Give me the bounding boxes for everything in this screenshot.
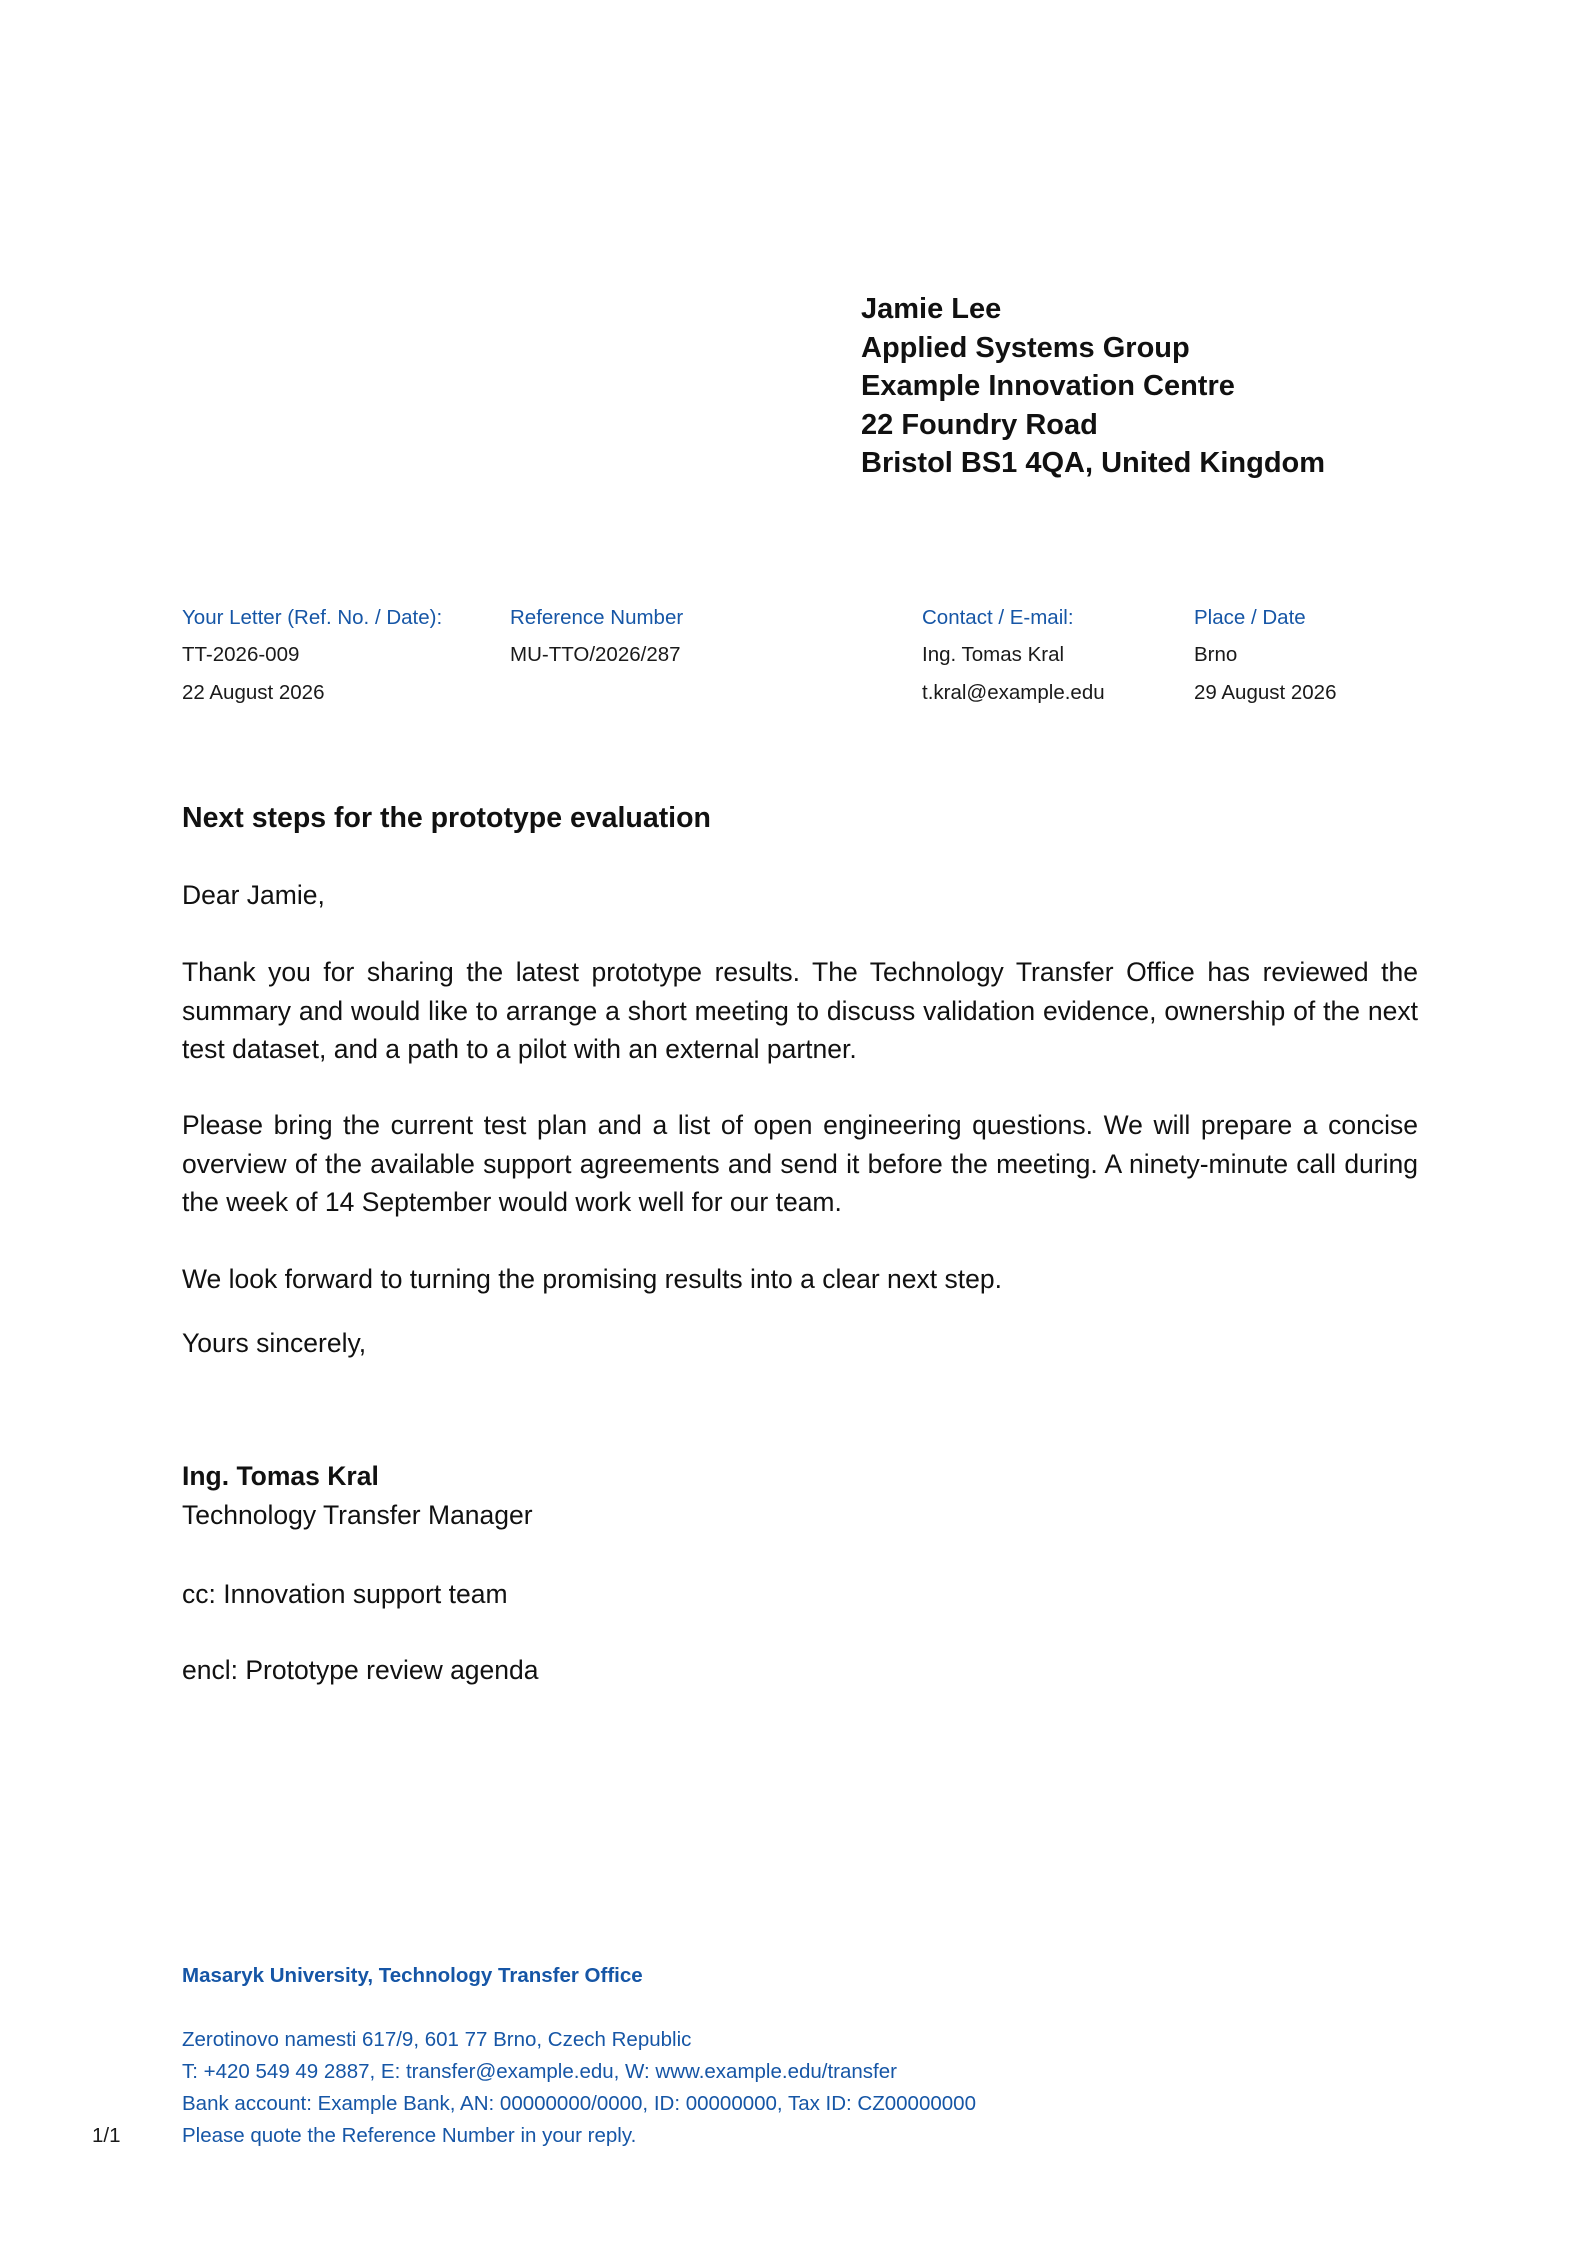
- signature-block: [182, 1457, 533, 1534]
- footer-reference-note: Please quote the Reference Number in your reply.: [182, 2124, 637, 2147]
- letter-subject: Next steps for the prototype evaluation: [182, 802, 711, 834]
- salutation: Dear Jamie,: [182, 880, 325, 910]
- footer-contacts: T: +420 549 49 2887, E: transfer@example.edu, W: www.example.edu/transfer: [182, 2060, 897, 2083]
- contact-name: Ing. Tomas Kral: [922, 643, 1065, 666]
- recipient-street: 22 Foundry Road: [861, 408, 1098, 441]
- your-letter-column: [182, 599, 442, 711]
- enclosure-line: encl: Prototype review agenda: [182, 1655, 539, 1685]
- your-letter-ref: TT-2026-009: [182, 643, 300, 666]
- date-value: 29 August 2026: [1194, 680, 1337, 704]
- body-paragraph: Thank you for sharing the latest prototype results. The Technology Transfer Office has reviewed the summary and would like to arrange a short meeting to discuss validation evidence, ownership of the next test dataset, and a path to a pilot with an external partner.: [182, 957, 1418, 1064]
- closing: Yours sincerely,: [182, 1328, 367, 1358]
- body-paragraph: We look forward to turning the promising results into a clear next step.: [182, 1264, 1002, 1294]
- signature-name: Ing. Tomas Kral: [182, 1461, 379, 1491]
- recipient-name: Jamie Lee: [861, 293, 1002, 325]
- footer-organization: Masaryk University, Technology Transfer Office: [182, 1964, 643, 1987]
- recipient-city: Bristol BS1 4QA, United Kingdom: [861, 447, 1326, 479]
- place-date-column: [1194, 599, 1337, 711]
- contact-label: Contact / E-mail:: [922, 606, 1074, 629]
- footer-address: Zerotinovo namesti 617/9, 601 77 Brno, Czech Republic: [182, 2028, 692, 2051]
- place-date-label: Place / Date: [1194, 606, 1306, 629]
- your-letter-label: Your Letter (Ref. No. / Date):: [182, 606, 443, 629]
- reference-number-label: Reference Number: [510, 606, 684, 629]
- signature-title: Technology Transfer Manager: [182, 1499, 533, 1530]
- contact-column: [922, 599, 1105, 711]
- reference-number-value: MU-TTO/2026/287: [510, 643, 681, 666]
- contact-email: t.kral@example.edu: [922, 680, 1105, 704]
- place-value: Brno: [1194, 643, 1238, 666]
- recipient-address: [861, 290, 1481, 483]
- page-number: 1/1: [92, 2124, 121, 2147]
- footer-bank-details: Bank account: Example Bank, AN: 00000000/0000, ID: 00000000, Tax ID: CZ00000000: [182, 2092, 976, 2115]
- reference-number-column: [510, 599, 683, 674]
- recipient-organization: Example Innovation Centre: [861, 370, 1235, 402]
- recipient-group: Applied Systems Group: [861, 331, 1190, 364]
- footer-details: [182, 2024, 976, 2152]
- your-letter-date: 22 August 2026: [182, 680, 325, 704]
- cc-line: cc: Innovation support team: [182, 1579, 508, 1609]
- body-paragraph: Please bring the current test plan and a list of open engineering questions. We will prepare a concise overview of the available support agreements and send it before the meeting. A ninety-minute call during the week of 14 September would work well for our team.: [182, 1110, 1418, 1217]
